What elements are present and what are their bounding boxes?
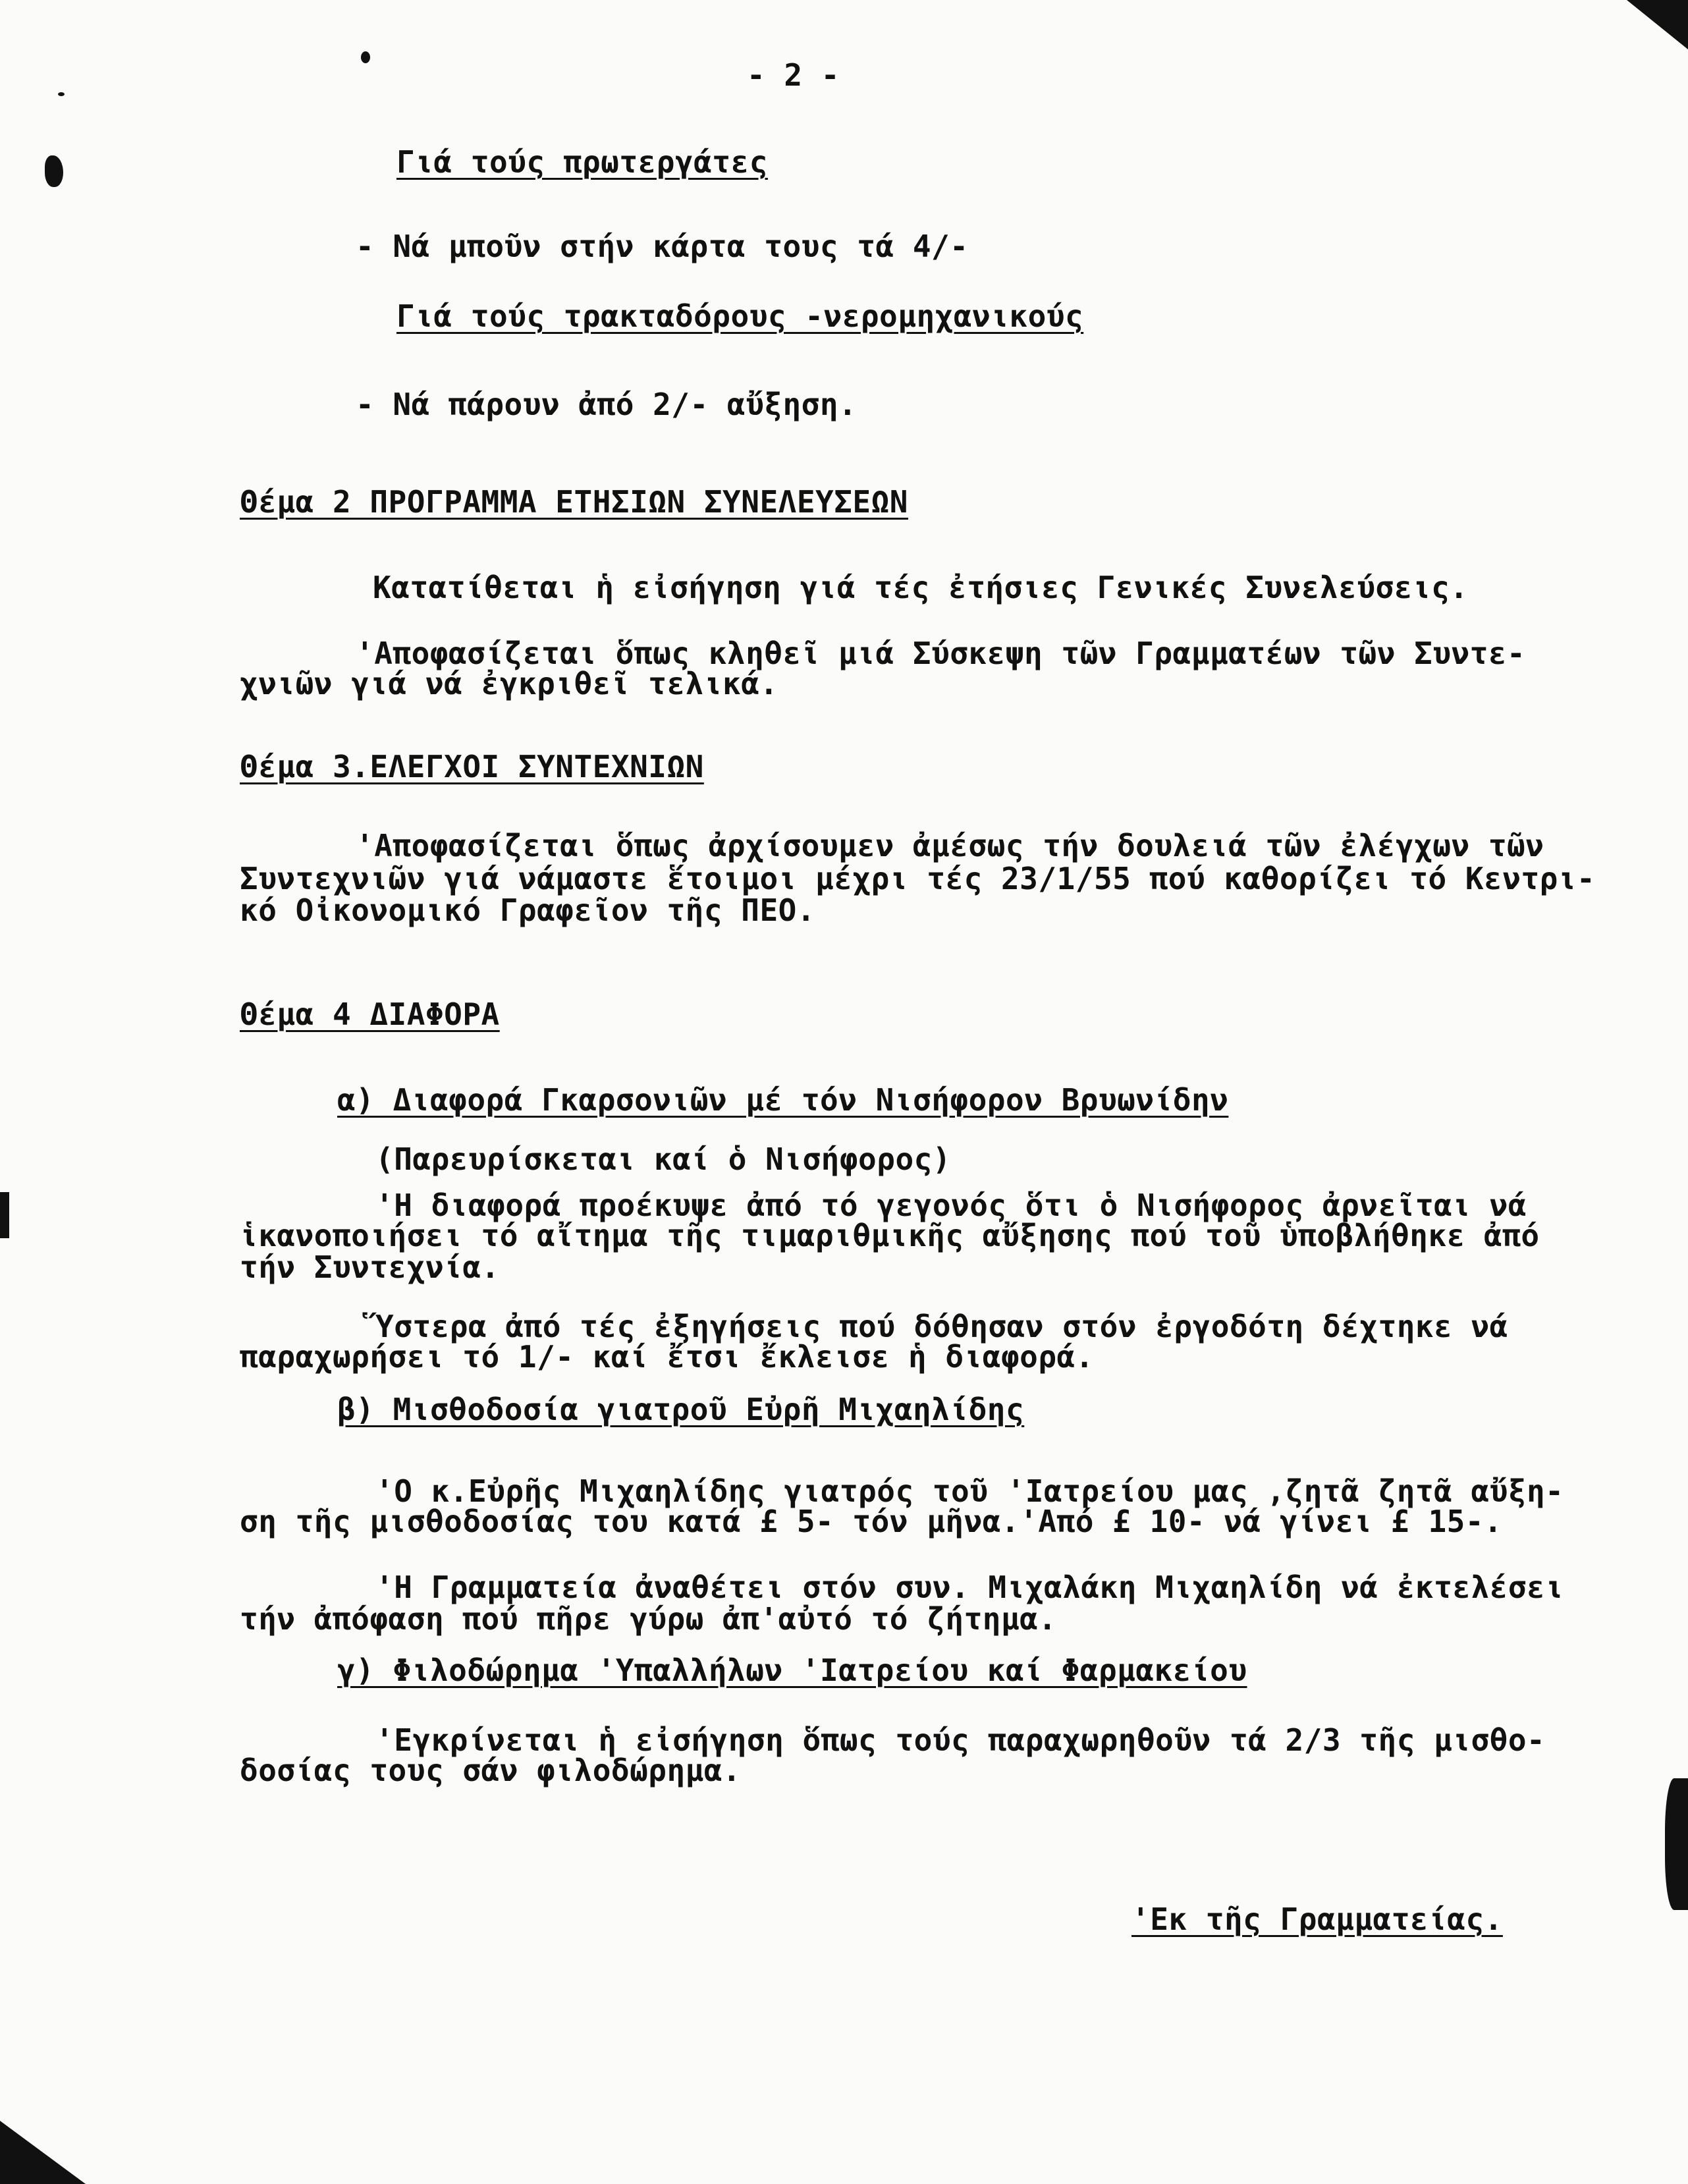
topic4b-p1-line1: 'Ο κ.Εὐρῆς Μιχαηλίδης γιατρός τοῦ 'Ιατρείου μας ,ζητᾶ ζητᾶ αὔξη- [375,1473,1564,1509]
scan-edge-mark [1665,1778,1688,1910]
topic4b-p2-line2: τήν ἀπόφαση πού πῆρε γύρω ἀπ'αὐτό τό ζήτημα. [240,1601,1057,1637]
topic4b-heading: β) Μισθοδοσία γιατροῦ Εὐρῆ Μιχαηλίδης [337,1392,1025,1427]
scan-corner-fold [1627,0,1688,53]
signature: 'Εκ τῆς Γραμματείας. [1131,1901,1503,1937]
topic4c-heading: γ) Φιλοδώρημα 'Υπαλλήλων 'Ιατρείου καί Φαρμακείου [337,1652,1247,1688]
mechanics-item: - Νά πάρουν ἀπό 2/- αὔξηση. [356,387,858,422]
topic4b-p2-line1: 'Η Γραμματεία ἀναθέτει στόν συν. Μιχαλάκη Μιχαηλίδη νά ἐκτελέσει [375,1570,1564,1605]
workers-heading: Γιά τούς πρωτεργάτες [396,144,768,180]
scan-edge-mark [0,1192,9,1238]
topic2-para2-line2: χνιῶν γιά νά ἐγκριθεῖ τελικά. [240,666,778,701]
topic2-para1: Κατατίθεται ἡ εἰσήγηση γιά τές ἐτήσιες Γενικές Συνελεύσεις. [373,570,1469,605]
topic3-line3: κό Οἰκονομικό Γραφεῖον τῆς ΠΕΟ. [240,892,816,928]
topic4a-p1-line1: 'Η διαφορά προέκυψε ἀπό τό γεγονός ὅτι ὁ Νισήφορος ἀρνεῖται νά [375,1188,1527,1223]
topic4a-p1-line3: τήν Συντεχνία. [240,1249,500,1285]
workers-item: - Νά μποῦν στήν κάρτα τους τά 4/- [356,229,969,264]
topic4c-p1-line2: δοσίας τους σάν φιλοδώρημα. [240,1753,742,1788]
topic3-line2: Συντεχνιῶν γιά νάμαστε ἕτοιμοι μέχρι τές 23/1/55 πού καθορίζει τό Κεντρι- [240,861,1596,896]
topic4a-heading: α) Διαφορά Γκαρσονιῶν μέ τόν Νισήφορον Βρυωνίδην [337,1082,1229,1118]
page-number: - 2 - [747,57,840,93]
topic4a-p1-line2: ἱκανοποιήσει τό αἴτημα τῆς τιμαριθμικῆς αὔξησης πού τοῦ ὑποβλήθηκε ἀπό [240,1218,1540,1253]
topic2-heading: Θέμα 2 ΠΡΟΓΡΑΜΜΑ ΕΤΗΣΙΩΝ ΣΥΝΕΛΕΥΣΕΩΝ [240,484,908,520]
scan-speck [58,92,65,96]
topic2-para2-line1: 'Αποφασίζεται ὅπως κληθεῖ μιά Σύσκεψη τῶν Γραμματέων τῶν Συντε- [356,636,1526,671]
mechanics-heading: Γιά τούς τρακταδόρους -νερομηχανικούς [396,298,1084,334]
scan-speck [45,155,63,187]
topic4a-p2-line2: παραχωρήσει τό 1/- καί ἔτσι ἔκλεισε ἡ διαφορά. [240,1339,1094,1375]
topic4-heading: Θέμα 4 ΔΙΑΦΟΡΑ [240,996,500,1032]
topic3-heading: Θέμα 3.ΕΛΕΓΧΟΙ ΣΥΝΤΕΧΝΙΩΝ [240,749,704,784]
scan-speck [361,51,370,63]
topic4c-p1-line1: 'Εγκρίνεται ἡ εἰσήγηση ὅπως τούς παραχωρηθοῦν τά 2/3 τῆς μισθο- [375,1722,1546,1758]
topic3-line1: 'Αποφασίζεται ὅπως ἀρχίσουμεν ἀμέσως τήν δουλειά τῶν ἐλέγχων τῶν [356,828,1544,863]
topic4a-p2-line1: Ὕστερα ἀπό τές ἐξηγήσεις πού δόθησαν στόν ἐργοδότη δέχτηκε νά [375,1309,1508,1344]
topic4b-p1-line2: ση τῆς μισθοδοσίας του κατά £ 5- τόν μῆνα.'Από £ 10- νά γίνει £ 15-. [240,1504,1503,1539]
topic4a-note: (Παρευρίσκεται καί ὁ Νισήφορος) [375,1141,952,1177]
scan-corner-shadow [0,2121,86,2184]
